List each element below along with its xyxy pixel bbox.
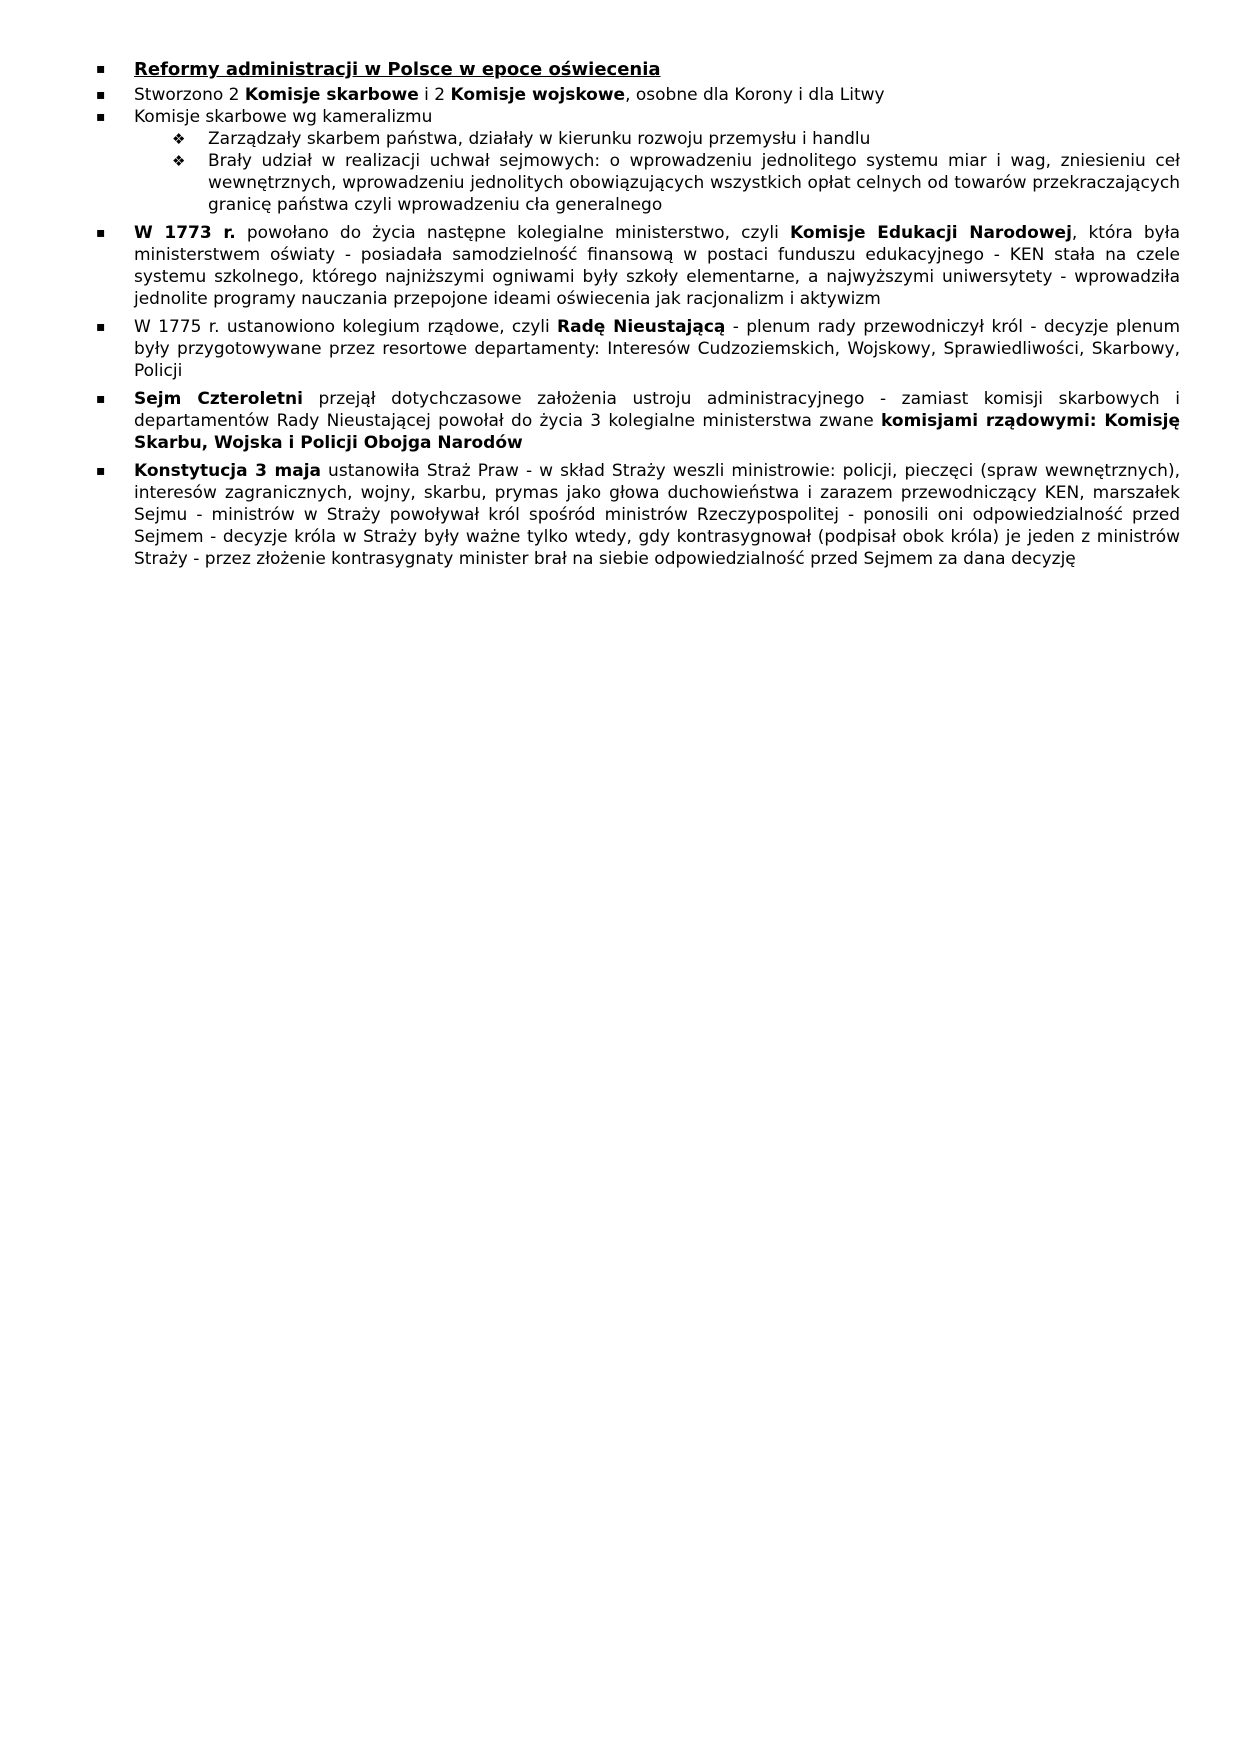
square-bullet-icon: ▪ <box>96 61 106 77</box>
text: powołano do życia następne kolegialne ministerstwo, czyli <box>235 223 790 243</box>
list-item-sejm <box>96 388 1180 454</box>
text: , osobne dla Korony i dla Litwy <box>625 85 885 105</box>
list-item-kameralizm <box>96 106 1180 128</box>
bold-text: Konstytucja 3 maja <box>134 461 322 481</box>
list-item-ken <box>96 222 1180 310</box>
title-item <box>96 58 1180 82</box>
text: Komisje skarbowe wg kameralizmu <box>134 107 433 127</box>
bold-text: Sejm Czteroletni <box>134 389 303 409</box>
text: , która była ministerstwem oświaty - posiadała samodzielność finansową w postaci funduszu edukacyjnego - KEN stała na czele systemu szkolnego, którego najniższymi ogniwami były szkoły elementarne, a najwyższymi uniwersytety - wprowadziła jednolite programy nauczania przepojone ideami oświecenia jak racjonalizm i aktywizm <box>134 223 1180 309</box>
bold-text: W 1773 r. <box>134 223 236 243</box>
text: przejął dotychczasowe założenia ustroju administracyjnego - zamiast komisji skarbowych i departamentów Rady Nieustającej powołał do życia 3 kolegialne ministerstwa zwane <box>134 389 1180 431</box>
list-item-konstytucja <box>96 460 1180 570</box>
list-item-rada <box>96 316 1180 382</box>
square-bullet-icon: ▪ <box>96 87 106 103</box>
text: ustanowiła Straż Praw - w skład Straży weszli ministrowie: policji, pieczęci (spraw wewnętrznych), interesów zagranicznych, wojny, skarbu, prymas jako głowa duchowieństwa i zarazem przewodniczący KEN, marszałek Sejmu - ministrów w Straży powoływał król spośród ministrów Rzeczypospolitej - ponosili oni odpowiedzialność przed Sejmem - decyzje króla w Straży były ważne tylko wtedy, gdy kontrasygnował (podpisał obok króla) je jeden z ministrów Straży - przez złożenie kontrasygnaty minister brał na siebie odpowiedzialność przed Sejmem za dana decyzję <box>134 461 1180 569</box>
bold-text: Komisje Edukacji Narodowej <box>790 223 1072 243</box>
list-item-komisje <box>96 84 1180 106</box>
square-bullet-icon: ▪ <box>96 391 106 407</box>
square-bullet-icon: ▪ <box>96 225 106 241</box>
text: W 1775 r. ustanowiono kolegium rządowe, czyli <box>134 317 558 337</box>
diamond-bullet-icon: ❖ <box>172 130 186 148</box>
text: Stworzono 2 <box>134 85 245 105</box>
text: - plenum rady przewodniczył król - decyzje plenum były przygotowywane przez resortowe departamenty: Interesów Cudzoziemskich, Wojskowy, Sprawiedliwości, Skarbowy, Policji <box>134 317 1180 381</box>
document-title: Reformy administracji w Polsce w epoce oświecenia <box>134 59 661 80</box>
text: Zarządzały skarbem państwa, działały w kierunku rozwoju przemysłu i handlu <box>208 129 871 149</box>
bold-text: Radę Nieustającą <box>557 317 726 337</box>
document-page <box>96 58 1180 570</box>
text: Brały udział w realizacji uchwał sejmowych: o wprowadzeniu jednolitego systemu miar i wag, zniesieniu ceł wewnętrznych, wprowadzeniu jednolitych obowiązujących wszystkich opłat celnych od towarów przekraczających granicę państwa czyli wprowadzeniu cła generalnego <box>208 151 1180 215</box>
bold-text: Komisje skarbowe <box>244 85 419 105</box>
sub-list-item <box>96 150 1180 216</box>
square-bullet-icon: ▪ <box>96 319 106 335</box>
text: i 2 <box>418 85 451 105</box>
square-bullet-icon: ▪ <box>96 109 106 125</box>
bold-text: Komisje wojskowe <box>450 85 626 105</box>
bold-text: komisjami rządowymi: Komisję Skarbu, Wojska i Policji Obojga Narodów <box>134 411 1180 453</box>
sub-list-item <box>96 128 1180 150</box>
square-bullet-icon: ▪ <box>96 463 106 479</box>
diamond-bullet-icon: ❖ <box>172 152 186 170</box>
